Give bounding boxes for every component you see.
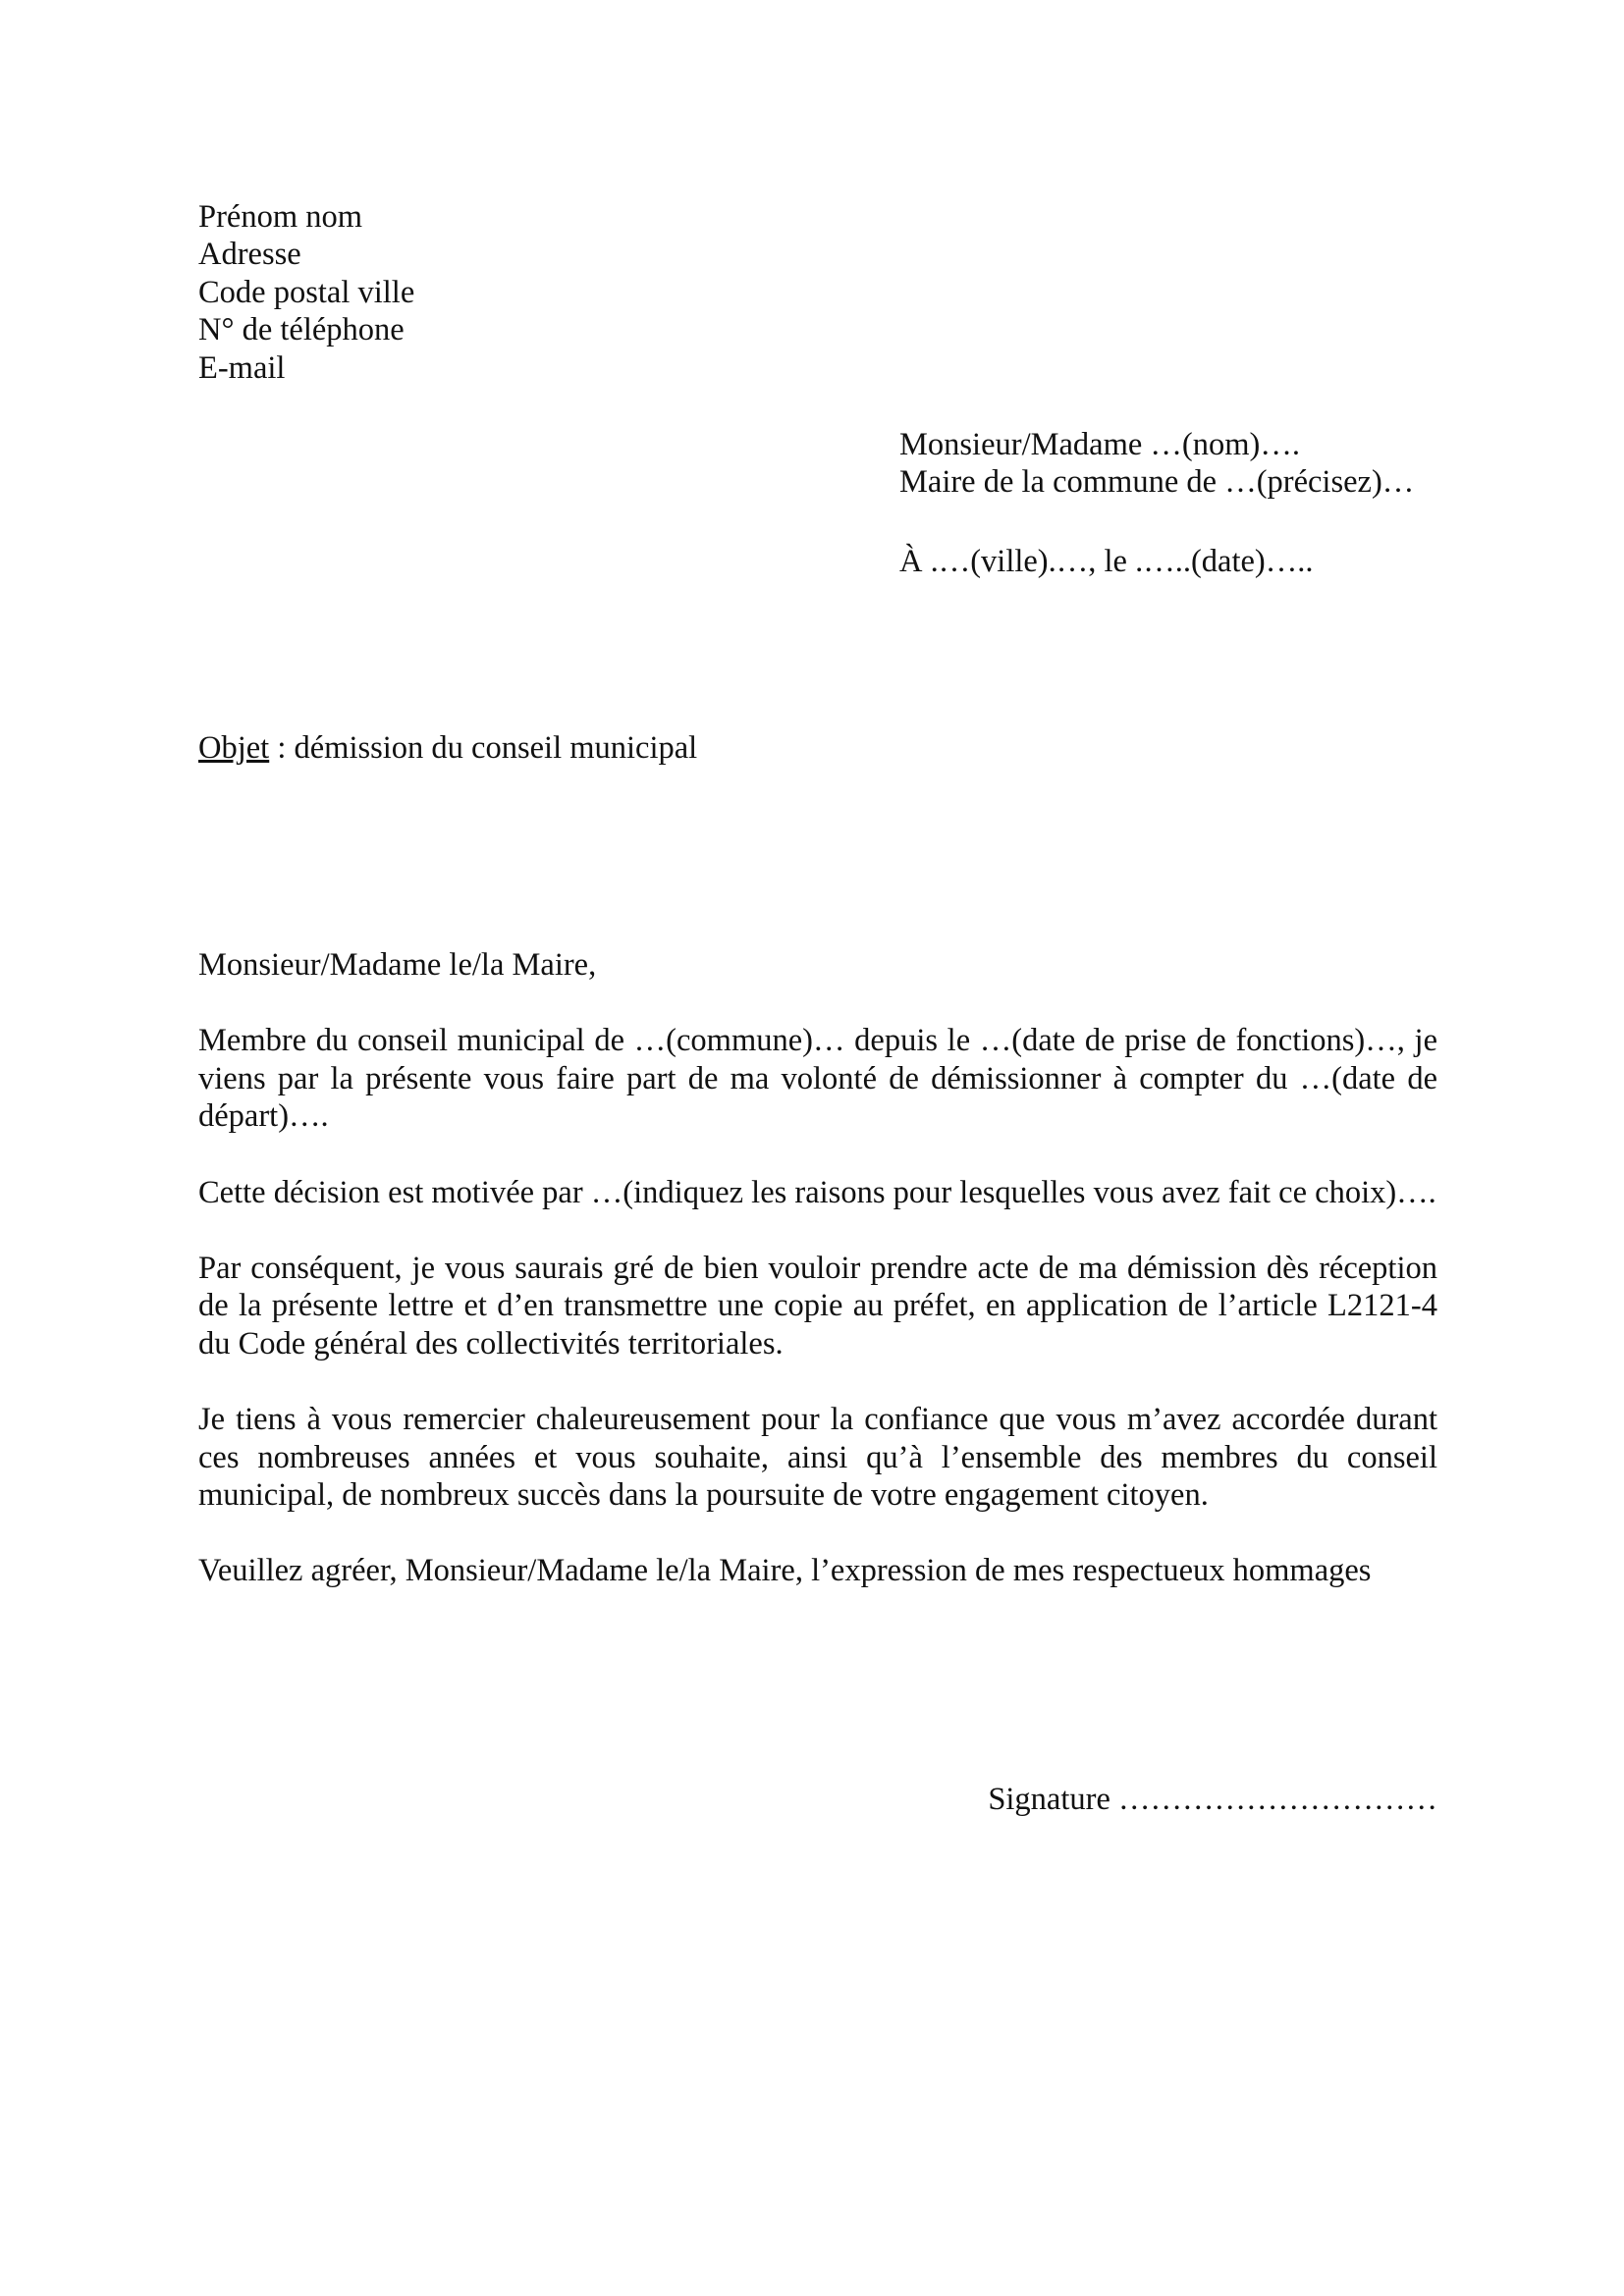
sender-address: Adresse — [198, 237, 301, 273]
sender-postal-city: Code postal ville — [198, 274, 415, 310]
sender-phone: N° de téléphone — [198, 312, 405, 348]
sender-email: E-mail — [198, 349, 286, 386]
recipient-name: Monsieur/Madame …(nom)…. — [899, 427, 1300, 462]
subject-separator: : — [269, 730, 295, 766]
recipient-block — [899, 426, 1414, 502]
recipient-title: Maire de la commune de …(précisez)… — [899, 464, 1415, 501]
place-date: À .…(ville).…, le .…..(date)….. — [899, 544, 1314, 579]
paragraph-reason: Cette décision est motivée par …(indiquez les raisons pour lesquelles vous avez fait ce choix)…. — [198, 1174, 1436, 1210]
paragraph-intro: Membre du conseil municipal de …(commune)… depuis le …(date de prise de fonctions)…, je viens par la présente vous faire part de ma volonté de démissionner à compter du …(date de départ)…. — [198, 1023, 1437, 1135]
paragraph-request: Par conséquent, je vous saurais gré de bien vouloir prendre acte de ma démission dès réception de la présente lettre et d’en transmettre une copie au préfet, en application de l’article L2121-4 du Code général des collectivités territoriales. — [198, 1251, 1437, 1362]
signature-line: Signature ………………………… — [988, 1782, 1437, 1817]
letter-body — [198, 946, 1437, 1590]
salutation: Monsieur/Madame le/la Maire, — [198, 947, 597, 983]
subject-label: Objet — [198, 730, 270, 766]
closing-formula: Veuillez agréer, Monsieur/Madame le/la Maire, l’expression de mes respectueux hommages — [198, 1553, 1372, 1589]
sender-name: Prénom nom — [198, 199, 363, 235]
paragraph-thanks: Je tiens à vous remercier chaleureusement pour la confiance que vous m’avez accordée durant ces nombreuses années et vous souhaite, ainsi qu’à l’ensemble des membres du conseil municipal, de nombreux succès dans la poursuite de votre engagement citoyen. — [198, 1402, 1437, 1514]
subject-text: démission du conseil municipal — [294, 730, 698, 766]
sender-block — [198, 198, 414, 387]
subject-line — [198, 729, 697, 767]
